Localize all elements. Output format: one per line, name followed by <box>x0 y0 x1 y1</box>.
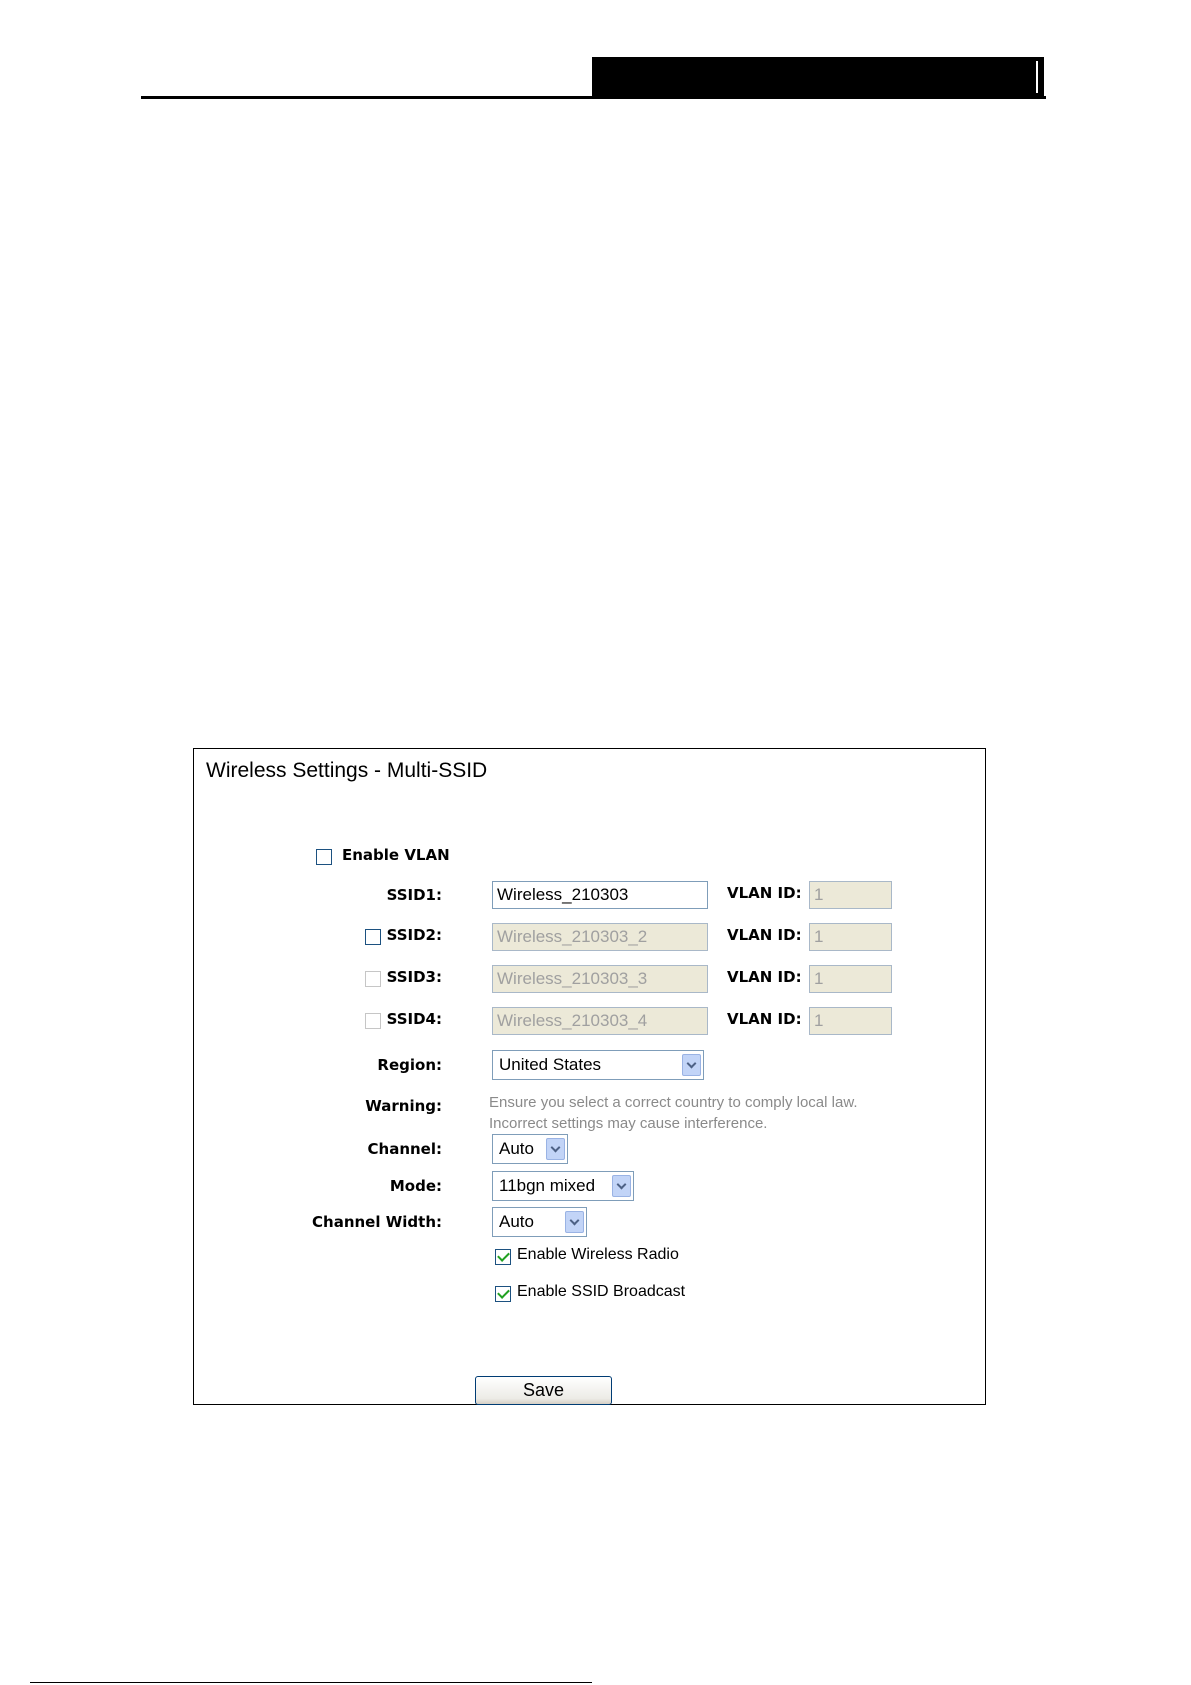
ssid3-vlan-input[interactable]: 1 <box>809 965 892 993</box>
region-select[interactable] <box>492 1050 704 1080</box>
ssid4-input[interactable]: Wireless_210303_4 <box>492 1007 708 1035</box>
chevron-down-icon[interactable] <box>565 1211 584 1233</box>
enable-vlan-checkbox[interactable] <box>316 849 332 865</box>
ssid3-vlan-label: VLAN ID: <box>727 968 802 986</box>
ssid2-vlan-input[interactable]: 1 <box>809 923 892 951</box>
region-value: United States <box>499 1055 602 1074</box>
enable-wireless-radio-label: Enable Wireless Radio <box>517 1246 679 1263</box>
ssid2-input[interactable]: Wireless_210303_2 <box>492 923 708 951</box>
ssid2-label: SSID2: <box>386 926 442 944</box>
save-button[interactable]: Save <box>475 1376 612 1405</box>
enable-wireless-radio-checkbox[interactable] <box>495 1249 511 1265</box>
chevron-down-icon[interactable] <box>612 1175 631 1197</box>
channel-width-value: Auto <box>499 1212 534 1231</box>
channel-label: Channel: <box>367 1140 442 1158</box>
footer-rule <box>30 1682 592 1683</box>
ssid1-vlan-input[interactable]: 1 <box>809 881 892 909</box>
ssid4-vlan-label: VLAN ID: <box>727 1010 802 1028</box>
warning-label: Warning: <box>365 1097 442 1115</box>
enable-vlan-label: Enable VLAN <box>342 846 450 864</box>
ssid3-checkbox[interactable] <box>365 971 381 987</box>
mode-value: 11bgn mixed <box>499 1176 596 1195</box>
chevron-down-icon[interactable] <box>546 1138 565 1160</box>
chevron-down-icon[interactable] <box>682 1054 701 1076</box>
enable-ssid-broadcast-label: Enable SSID Broadcast <box>517 1283 686 1300</box>
page-title: Wireless Settings - Multi-SSID <box>206 759 488 782</box>
warning-line-1: Ensure you select a correct country to comply local law. <box>489 1094 858 1111</box>
channel-width-label: Channel Width: <box>312 1213 442 1231</box>
ssid4-label: SSID4: <box>386 1010 442 1028</box>
ssid4-vlan-input[interactable]: 1 <box>809 1007 892 1035</box>
channel-width-select[interactable] <box>492 1207 587 1237</box>
wireless-settings-panel <box>193 748 986 1405</box>
ssid4-checkbox[interactable] <box>365 1013 381 1029</box>
channel-value: Auto <box>499 1139 534 1158</box>
header-notch <box>1036 61 1038 93</box>
mode-select[interactable] <box>492 1171 634 1201</box>
ssid2-vlan-label: VLAN ID: <box>727 926 802 944</box>
mode-label: Mode: <box>389 1177 442 1195</box>
channel-select[interactable] <box>492 1134 568 1164</box>
header-rule <box>141 96 1046 99</box>
ssid1-label: SSID1: <box>386 886 442 904</box>
warning-line-2: Incorrect settings may cause interference. <box>489 1115 768 1132</box>
enable-ssid-broadcast-checkbox[interactable] <box>495 1286 511 1302</box>
region-label: Region: <box>377 1056 442 1074</box>
ssid1-vlan-label: VLAN ID: <box>727 884 802 902</box>
warning-text <box>489 1092 858 1134</box>
header-bar <box>592 57 1044 97</box>
ssid2-checkbox[interactable] <box>365 929 381 945</box>
ssid1-input[interactable]: Wireless_210303 <box>492 881 708 909</box>
ssid3-input[interactable]: Wireless_210303_3 <box>492 965 708 993</box>
ssid3-label: SSID3: <box>386 968 442 986</box>
